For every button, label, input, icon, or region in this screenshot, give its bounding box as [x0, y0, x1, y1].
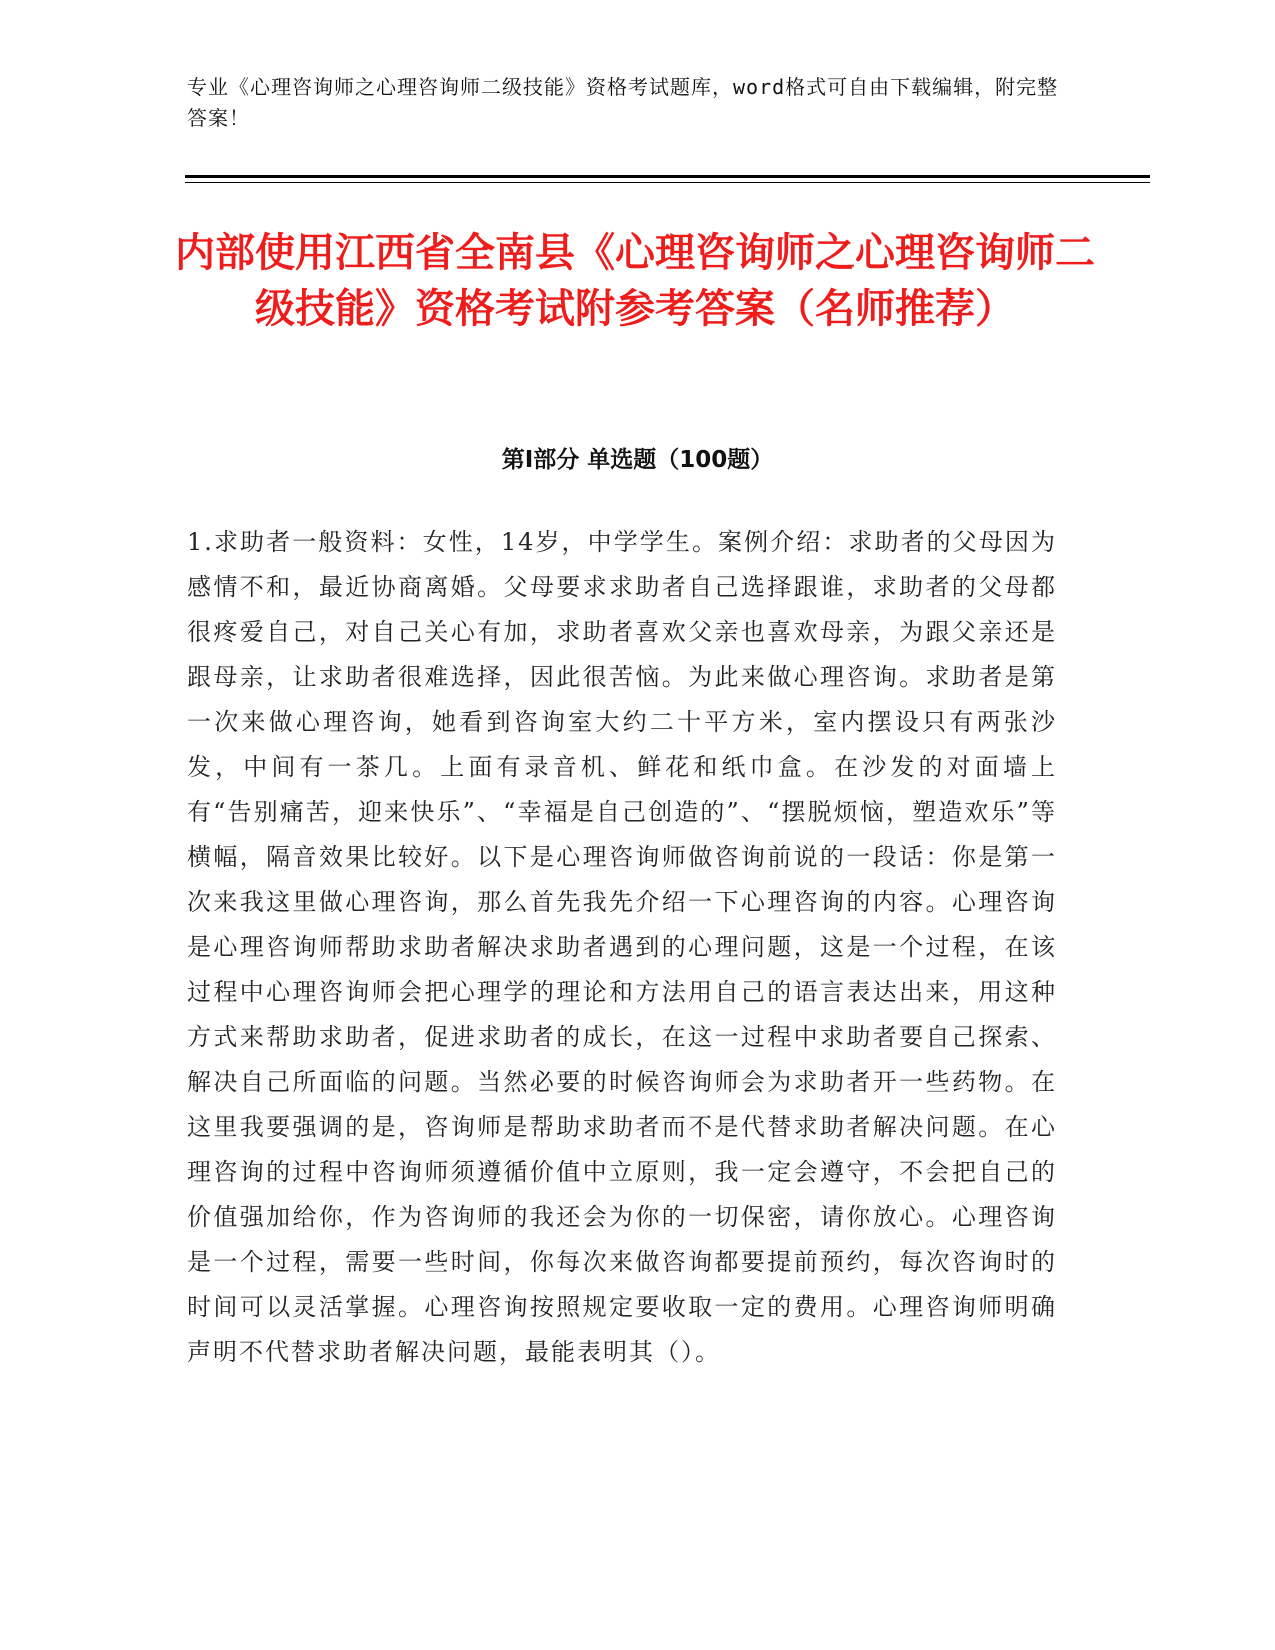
section-heading: 第Ⅰ部分 单选题（100题） [501, 447, 774, 473]
header-divider-thin [185, 182, 1150, 183]
header-divider-thick [185, 175, 1150, 178]
document-title: 内部使用江西省全南县《心理咨询师之心理咨询师二级技能》资格考试附参考答案（名师推荐） [175, 230, 1095, 332]
header-note: 专业《心理咨询师之心理咨询师二级技能》资格考试题库，word格式可自由下载编辑，附完整答案！ [187, 75, 1059, 130]
question-text: 1.求助者一般资料：女性，14岁，中学学生。案例介绍：求助者的父母因为感情不和，最近协商离婚。父母要求求助者自己选择跟谁，求助者的父母都很疼爱自己，对自己关心有加，求助者喜欢父亲也喜欢母亲，为跟父亲还是跟母亲，让求助者很难选择，因此很苦恼。为此来做心理咨询。求助者是第一次来做心理咨询，她看到咨询室大约二十平方米，室内摆设只有两张沙发，中间有一茶几。上面有录音机、鲜花和纸巾盒。在沙发的对面墙上有“告别痛苦，迎来快乐”、“幸福是自己创造的”、“摆脱烦恼，塑造欢乐”等横幅，隔音效果比较好。以下是心理咨询师做咨询前说的一段话：你是第一次来我这里做心理咨询，那么首先我先介绍一下心理咨询的内容。心理咨询是心理咨询师帮助求助者解决求助者遇到的心理问题，这是一个过程，在该过程中心理咨询师会把心理学的理论和方法用自己的语言表达出来，用这种方式来帮助求助者，促进求助者的成长，在这一过程中求助者要自己探索、解决自己所面临的问题。当然必要的时候咨询师会为求助者开一些药物。在这里我要强调的是，咨询师是帮助求助者而不是代替求助者解决问题。在心理咨询的过程中咨询师须遵循价值中立原则，我一定会遵守，不会把自己的价值强加给你，作为咨询师的我还会为你的一切保密，请你放心。心理咨询是一个过程，需要一些时间，你每次来做咨询都要提前预约，每次咨询时的时间可以灵活掌握。心理咨询按照规定要收取一定的费用。心理咨询师明确声明不代替求助者解决问题，最能表明其（）。 [187, 528, 1057, 1366]
